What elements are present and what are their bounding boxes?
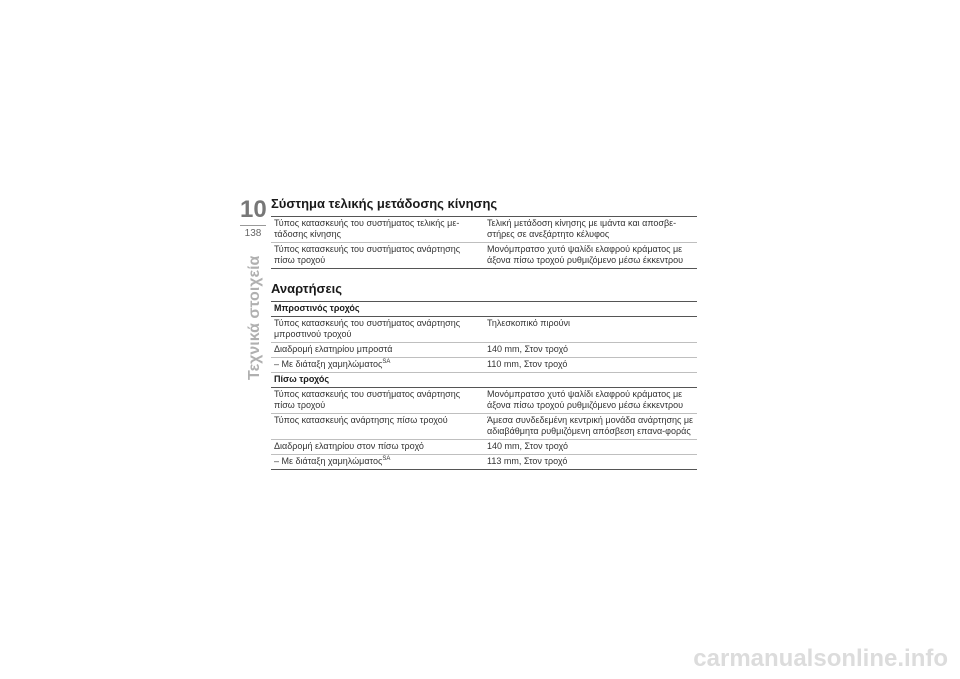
spec-label: Τύπος κατασκευής του συστήματος τελικής με-τάδοσης κίνησης [271,217,484,243]
chapter-side-title: Τεχνικά στοιχεία [246,255,263,380]
subsection-header-front [271,302,697,317]
spec-value: Τηλεσκοπικό πιρούνι [484,317,697,343]
spec-label-cell [271,455,484,470]
section-title-final-drive: Σύστημα τελικής μετάδοσης κίνησης [271,196,498,211]
spec-label: Τύπος κατασκευής του συστήματος ανάρτησης πίσω τροχού [271,388,484,414]
table-row [271,388,697,414]
table-row [271,414,697,440]
table-row [271,243,697,269]
subsection-title: Μπροστινός τροχός [271,302,697,317]
spec-label: Διαδρομή ελατηρίου μπροστά [271,343,484,358]
page-content [271,196,697,470]
table-row [271,358,697,373]
table-row [271,217,697,243]
spec-value: Μονόμπρατσο χυτό ψαλίδι ελαφρού κράματος με άξονα πίσω τροχού ρυθμιζόμενο μέσω έκκεντρου [484,243,697,269]
spec-value: 140 mm, Στον τροχό [484,440,697,455]
spec-value: Άμεσα συνδεδεμένη κεντρική μονάδα ανάρτησης με αδιαβάθμητα ρυθμιζόμενη απόσβεση επανα-φοράς [484,414,697,440]
spec-value: 140 mm, Στον τροχό [484,343,697,358]
spec-label: Τύπος κατασκευής ανάρτησης πίσω τροχού [271,414,484,440]
subsection-header-rear [271,373,697,388]
chapter-number: 10 [240,196,267,223]
table-row [271,440,697,455]
option-marker: SA [382,359,391,365]
spec-value: 110 mm, Στον τροχό [484,358,697,373]
spec-label: – Με διάταξη χαμηλώματος [274,359,383,369]
table-row [271,343,697,358]
final-drive-table [271,216,697,269]
suspension-table [271,301,697,470]
table-row [271,455,697,470]
spec-label: – Με διάταξη χαμηλώματος [274,456,383,466]
spec-label: Διαδρομή ελατηρίου στον πίσω τροχό [271,440,484,455]
spec-value: Τελική μετάδοση κίνησης με ιμάντα και αποσβε-στήρες σε ανεξάρτητο κέλυφος [484,217,697,243]
subsection-title: Πίσω τροχός [271,373,697,388]
spec-label-cell [271,358,484,373]
section-title-suspension: Αναρτήσεις [271,281,342,296]
spec-label: Τύπος κατασκευής του συστήματος ανάρτησης μπροστινού τροχού [271,317,484,343]
watermark: carmanualsonline.info [693,645,948,672]
spec-label: Τύπος κατασκευής του συστήματος ανάρτησης πίσω τροχού [271,243,484,269]
table-row [271,317,697,343]
chapter-divider [240,225,266,226]
spec-value: 113 mm, Στον τροχό [484,455,697,470]
option-marker: SA [382,456,391,462]
page-number: 138 [244,228,262,239]
spec-value: Μονόμπρατσο χυτό ψαλίδι ελαφρού κράματος με άξονα πίσω τροχού ρυθμιζόμενο μέσω έκκεντρου [484,388,697,414]
